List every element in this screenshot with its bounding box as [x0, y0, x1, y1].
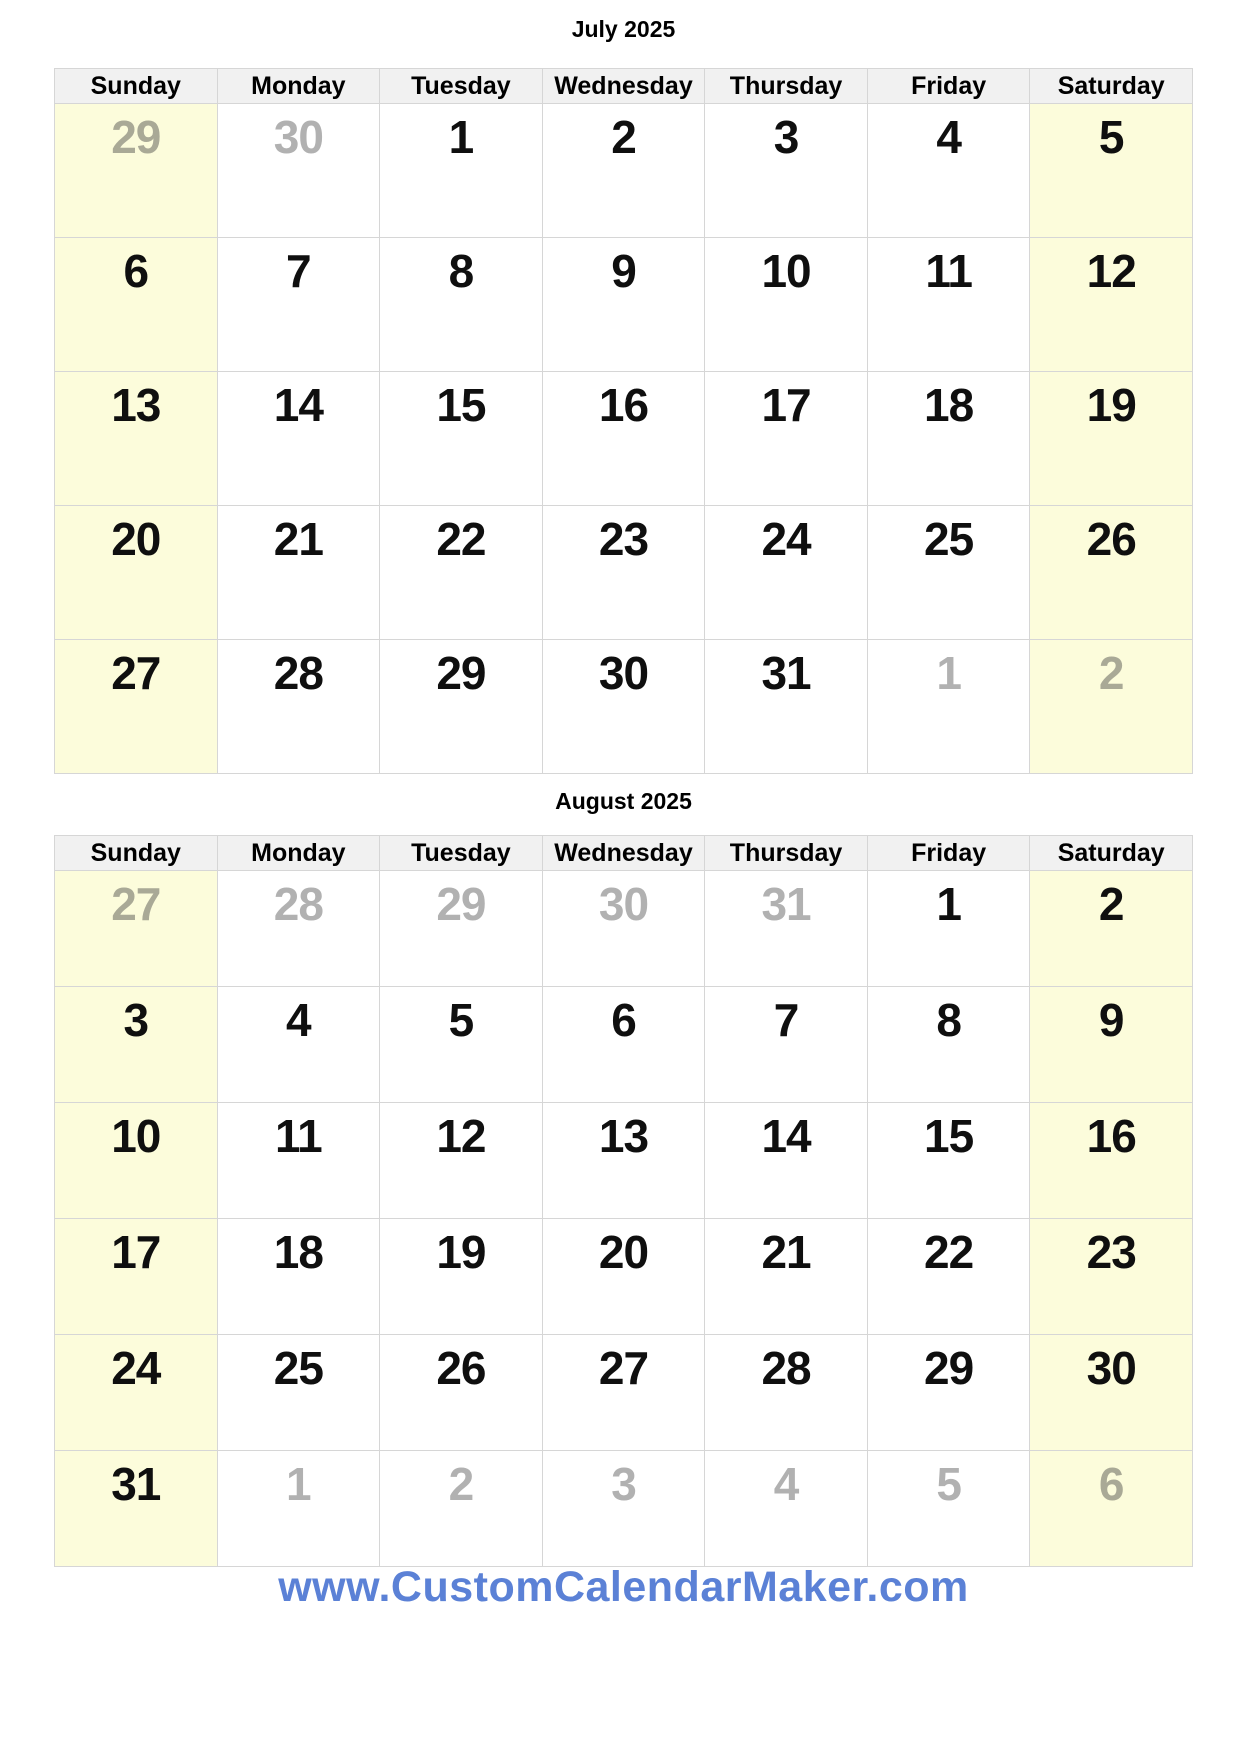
day-cell [705, 506, 868, 640]
day-cell [543, 372, 706, 506]
day-cell [543, 104, 706, 238]
day-header-monday: Monday [218, 836, 381, 871]
day-number: 20 [598, 1226, 649, 1278]
day-number: 21 [761, 1226, 811, 1278]
day-number: 1 [448, 111, 474, 163]
day-number: 29 [111, 111, 161, 163]
day-cell [218, 987, 381, 1103]
day-header-monday: Monday [218, 69, 381, 104]
day-number: 29 [924, 1342, 974, 1394]
day-number: 1 [936, 647, 961, 699]
day-cell [543, 1103, 706, 1219]
day-number: 17 [761, 379, 811, 431]
day-cell [1030, 1335, 1193, 1451]
day-cell [868, 1335, 1031, 1451]
day-cell [705, 372, 868, 506]
day-cell [218, 1335, 381, 1451]
day-number: 25 [924, 513, 974, 565]
day-number: 12 [1086, 245, 1136, 297]
day-cell [380, 987, 543, 1103]
day-number: 7 [286, 245, 311, 297]
day-number: 22 [436, 513, 486, 565]
day-header-tuesday: Tuesday [380, 69, 543, 104]
day-number: 17 [111, 1226, 161, 1278]
day-cell [543, 1335, 706, 1451]
day-cell [55, 1451, 218, 1567]
day-cell [55, 1219, 218, 1335]
day-header-saturday: Saturday [1030, 69, 1193, 104]
day-number: 31 [761, 878, 811, 930]
day-cell [218, 372, 381, 506]
day-number: 29 [436, 647, 486, 699]
day-cell [380, 372, 543, 506]
day-number: 3 [611, 1458, 636, 1510]
day-cell [705, 1103, 868, 1219]
day-number: 2 [1098, 647, 1124, 699]
day-number: 30 [1086, 1342, 1136, 1394]
day-number: 13 [111, 379, 161, 431]
day-number: 5 [936, 1458, 961, 1510]
day-number: 8 [936, 994, 961, 1046]
day-cell [218, 871, 381, 987]
day-cell [380, 238, 543, 372]
day-number: 11 [925, 245, 972, 297]
day-number: 6 [123, 245, 149, 297]
day-cell [380, 1103, 543, 1219]
day-cell [868, 1451, 1031, 1567]
day-number: 3 [773, 111, 799, 163]
calendar-grid [54, 835, 1193, 1567]
day-number: 30 [598, 878, 649, 930]
day-cell [868, 372, 1031, 506]
day-number: 6 [1098, 1458, 1124, 1510]
day-cell [55, 104, 218, 238]
day-header-thursday: Thursday [705, 836, 868, 871]
day-cell [55, 1103, 218, 1219]
day-number: 20 [111, 513, 161, 565]
day-cell [380, 640, 543, 774]
day-cell [543, 506, 706, 640]
day-header-sunday: Sunday [55, 836, 218, 871]
day-cell [1030, 1103, 1193, 1219]
day-number: 2 [448, 1458, 474, 1510]
day-number: 1 [286, 1458, 311, 1510]
day-cell [1030, 1451, 1193, 1567]
day-cell [543, 1451, 706, 1567]
day-cell [705, 871, 868, 987]
day-number: 5 [1098, 111, 1124, 163]
day-number: 3 [123, 994, 149, 1046]
day-number: 4 [773, 1458, 799, 1510]
day-cell [705, 1335, 868, 1451]
day-number: 19 [436, 1226, 486, 1278]
day-number: 28 [761, 1342, 811, 1394]
day-header-tuesday: Tuesday [380, 836, 543, 871]
month-title: July 2025 [571, 16, 676, 42]
calendar-august-2025 [54, 786, 1193, 1567]
day-number: 5 [448, 994, 474, 1046]
day-cell [1030, 987, 1193, 1103]
day-number: 26 [436, 1342, 486, 1394]
day-cell [543, 1219, 706, 1335]
day-number: 4 [936, 111, 961, 163]
day-cell [380, 104, 543, 238]
day-number: 24 [761, 513, 811, 565]
day-number: 2 [1098, 878, 1124, 930]
day-cell [705, 1219, 868, 1335]
day-header-friday: Friday [868, 836, 1031, 871]
day-cell [1030, 238, 1193, 372]
day-number: 10 [111, 1110, 161, 1162]
day-cell [868, 104, 1031, 238]
day-cell [55, 372, 218, 506]
day-cell [218, 640, 381, 774]
day-number: 8 [448, 245, 474, 297]
day-number: 9 [611, 245, 636, 297]
day-number: 29 [436, 878, 486, 930]
day-cell [868, 640, 1031, 774]
day-number: 22 [924, 1226, 974, 1278]
day-cell [218, 1219, 381, 1335]
day-cell [218, 238, 381, 372]
day-number: 18 [273, 1226, 323, 1278]
day-header-friday: Friday [868, 69, 1031, 104]
day-number: 28 [273, 647, 323, 699]
day-number: 27 [111, 878, 161, 930]
calendar-grid [54, 68, 1193, 774]
day-cell [380, 506, 543, 640]
day-number: 15 [924, 1110, 974, 1162]
day-cell [705, 1451, 868, 1567]
day-number: 16 [598, 379, 649, 431]
month-title: August 2025 [555, 788, 692, 814]
day-cell [543, 238, 706, 372]
day-cell [868, 871, 1031, 987]
day-cell [543, 871, 706, 987]
day-cell [218, 1451, 381, 1567]
day-header-wednesday: Wednesday [543, 836, 706, 871]
day-cell [1030, 506, 1193, 640]
day-cell [868, 238, 1031, 372]
day-number: 7 [773, 994, 799, 1046]
day-number: 26 [1086, 513, 1136, 565]
day-cell [55, 506, 218, 640]
day-cell [868, 987, 1031, 1103]
day-number: 2 [611, 111, 636, 163]
day-cell [380, 1219, 543, 1335]
day-cell [55, 238, 218, 372]
day-cell [55, 987, 218, 1103]
day-cell [55, 1335, 218, 1451]
day-cell [868, 1219, 1031, 1335]
day-header-saturday: Saturday [1030, 836, 1193, 871]
day-number: 31 [761, 647, 811, 699]
day-number: 14 [761, 1110, 811, 1162]
day-cell [55, 871, 218, 987]
day-number: 27 [598, 1342, 649, 1394]
day-number: 9 [1098, 994, 1124, 1046]
day-number: 23 [598, 513, 649, 565]
footer [54, 1563, 1193, 1612]
day-cell [705, 104, 868, 238]
day-cell [1030, 104, 1193, 238]
day-header-wednesday: Wednesday [543, 69, 706, 104]
day-number: 11 [275, 1110, 322, 1162]
day-cell [1030, 1219, 1193, 1335]
day-number: 14 [273, 379, 323, 431]
day-cell [380, 1335, 543, 1451]
day-cell [705, 987, 868, 1103]
day-cell [1030, 640, 1193, 774]
footer-url[interactable]: www.CustomCalendarMaker.com [278, 1563, 969, 1611]
day-number: 23 [1086, 1226, 1136, 1278]
day-cell [543, 987, 706, 1103]
day-cell [218, 1103, 381, 1219]
day-number: 15 [436, 379, 486, 431]
day-number: 25 [273, 1342, 323, 1394]
day-cell [55, 640, 218, 774]
day-cell [868, 1103, 1031, 1219]
day-cell [705, 640, 868, 774]
day-number: 13 [598, 1110, 649, 1162]
day-number: 4 [286, 994, 311, 1046]
day-cell [380, 1451, 543, 1567]
day-number: 30 [598, 647, 649, 699]
day-number: 18 [924, 379, 974, 431]
day-number: 27 [111, 647, 161, 699]
day-cell [543, 640, 706, 774]
day-number: 10 [761, 245, 811, 297]
day-number: 1 [936, 878, 961, 930]
day-cell [1030, 871, 1193, 987]
day-number: 30 [273, 111, 323, 163]
day-cell [218, 104, 381, 238]
day-number: 6 [611, 994, 636, 1046]
day-cell [868, 506, 1031, 640]
day-cell [705, 238, 868, 372]
day-cell [1030, 372, 1193, 506]
day-number: 31 [111, 1458, 161, 1510]
day-number: 24 [111, 1342, 161, 1394]
day-number: 19 [1086, 379, 1136, 431]
day-header-thursday: Thursday [705, 69, 868, 104]
calendar-july-2025 [54, 14, 1193, 774]
day-cell [380, 871, 543, 987]
day-header-sunday: Sunday [55, 69, 218, 104]
day-number: 16 [1086, 1110, 1136, 1162]
day-number: 12 [436, 1110, 486, 1162]
day-number: 28 [273, 878, 323, 930]
day-cell [218, 506, 381, 640]
day-number: 21 [273, 513, 323, 565]
